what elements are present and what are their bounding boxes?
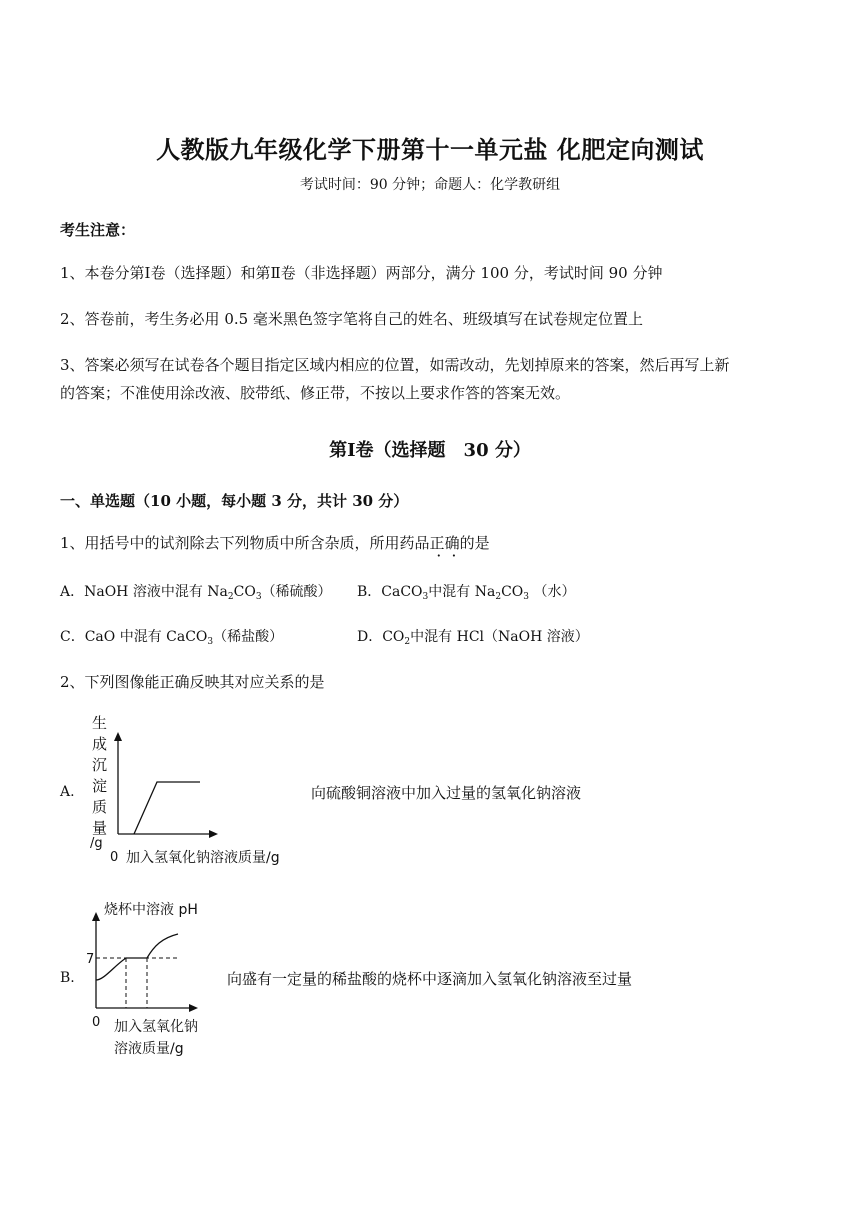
question-2-option-a-label: A. [60,784,75,800]
origin-label: 0 [110,850,119,865]
y-axis-label-char: 成 [92,735,108,753]
notice-item-1: 1、本卷分第Ⅰ卷（选择题）和第Ⅱ卷（非选择题）两部分，满分 100 分，考试时间 90 分钟 [60,264,663,282]
exam-info: 考试时间：90 分钟；命题人：化学教研组 [299,177,561,193]
question-2-option-a-description: 向硫酸铜溶液中加入过量的氢氧化钠溶液 [311,784,582,802]
notice-item-3-continued: 的答案；不准使用涂改液、胶带纸、修正带，不按以上要求作答的答案无效。 [60,384,571,402]
question-2-option-b-description: 向盛有一定量的稀盐酸的烧杯中逐滴加入氢氧化钠溶液至过量 [227,970,633,988]
question-1-option-c: C．CaO 中混有 CaCO$_3$（稀盐酸） [60,629,284,647]
notice-heading: 考生注意： [60,221,136,239]
y-axis-arrow [114,732,122,741]
section-title: 第Ⅰ卷（选择题 30 分） [329,440,531,461]
y-axis-unit: /g [90,836,103,851]
x-axis-arrow [189,1004,198,1012]
y-axis-arrow [92,912,100,921]
part-heading: 一、单选题（10 小题，每小题 3 分，共计 30 分） [60,492,409,510]
y-axis-label: 烧杯中溶液 pH [104,902,198,918]
page-title: 人教版九年级化学下册第十一单元盐 化肥定向测试 [156,135,704,164]
question-1-option-d: D．$CO_2$中混有 HCl（NaOH 溶液） [357,629,589,647]
question-2-stem: 2、下列图像能正确反映其对应关系的是 [60,673,325,691]
y-tick-label: 7 [86,952,95,967]
notice-item-3: 3、答案必须写在试卷各个题目指定区域内相应的位置，如需改动，先划掉原来的答案，然后再写上新 [60,356,730,374]
data-line [134,782,200,834]
notice-item-2: 2、答卷前，考生务必用 0.5 毫米黑色签字笔将自己的姓名、班级填写在试卷规定位置上 [60,310,643,328]
y-axis-label-char: 沉 [92,756,108,774]
y-axis-label-char: 淀 [92,777,108,795]
x-axis-label: 溶液质量/g [114,1041,184,1057]
emphasis-char: 确 [444,534,460,552]
question-1-option-b: B．CaCO$_3$中混有 $Na_2CO_3$ （水） [357,584,576,602]
x-axis-arrow [209,830,218,838]
question-1-stem: 1、用括号中的试剂除去下列物质中所含杂质，所用药品正确的是 [60,534,490,552]
x-axis-label: 加入氢氧化钠溶液质量/g [126,850,280,866]
y-axis-label-char: 生 [92,714,108,732]
x-axis-label: 加入氢氧化钠 [114,1019,198,1035]
y-axis-label-char: 质 [92,798,108,816]
question-2-option-b-label: B. [60,970,75,986]
origin-label: 0 [92,1015,101,1030]
ph-change-graph [84,896,234,1066]
ph-curve [96,934,178,980]
emphasis-char: 正 [429,534,445,552]
question-1-option-a: A．NaOH 溶液中混有 $Na_2CO_3$（稀硫酸） [60,584,332,602]
y-axis-label-char: 量 [92,819,108,837]
precipitate-mass-graph [84,708,304,873]
